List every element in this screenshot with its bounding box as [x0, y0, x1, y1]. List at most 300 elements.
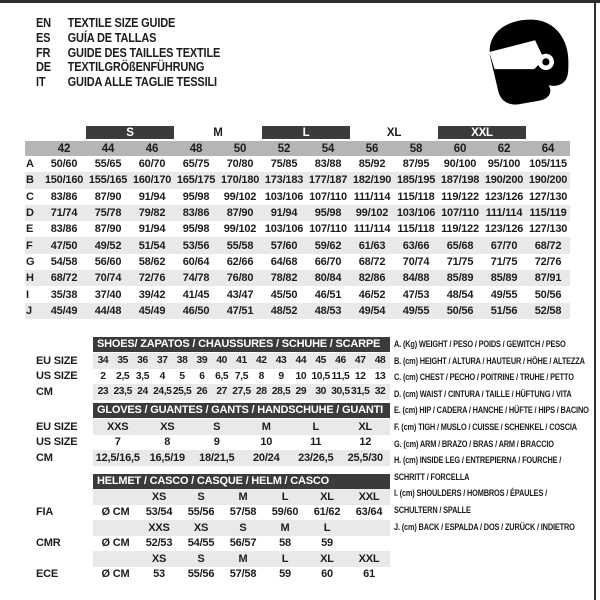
measurement-cell: 72/76 [130, 270, 174, 286]
legend-item-b: B. (cm) HEIGHT / ALTURA / HAUTEUR / HÖHE / ALTEZZA [394, 355, 585, 366]
measurement-cell: 39/42 [138, 288, 166, 301]
measurement-cell: 68/72 [358, 255, 386, 268]
value-cell: 9 [213, 436, 220, 449]
table-row [35, 435, 390, 451]
measurement-cell: 63/66 [394, 237, 438, 253]
value-cell: 29 [291, 384, 311, 400]
helmet-icon [482, 14, 572, 108]
value-cell: 3,5 [135, 370, 150, 382]
value-cell: 34 [93, 353, 113, 369]
measurement-cell: 187/198 [438, 172, 482, 188]
helmet-size-s: S [180, 489, 222, 505]
measurement-cell: 91/94 [262, 205, 306, 221]
language-code: EN [36, 16, 51, 30]
table-row [35, 384, 390, 400]
language-title-list [36, 16, 220, 90]
value-cell: 30 [311, 384, 331, 400]
gloves-size-table [35, 419, 390, 466]
language-row [36, 60, 220, 75]
row-label: CM [36, 385, 53, 398]
helmet-size-xxl: XXL [348, 489, 390, 505]
size-letter-l: L [262, 126, 350, 140]
measurement-cell: 65/75 [182, 158, 210, 171]
legend-item-j: J. (cm) BACK / ESPALDA / DOS / ZURÜCK / INDIETRO [394, 521, 575, 532]
measurement-cell: 44/48 [86, 303, 130, 319]
measurement-cell: 49/55 [490, 288, 518, 301]
measurement-cell: 71/75 [490, 255, 518, 268]
helmet-size-xl: XL [306, 489, 348, 505]
measurement-row-g [25, 254, 570, 270]
standard-label-cmr: CMR [36, 537, 61, 550]
value-cell: 48 [370, 353, 390, 369]
helmet-value-cell: 55/56 [187, 568, 215, 581]
table-row [35, 369, 390, 385]
measurement-row-b [25, 172, 570, 188]
measurement-cell: 50/56 [534, 288, 562, 301]
value-cell: 36 [133, 353, 153, 369]
value-cell: 9 [278, 370, 284, 382]
value-cell: 23 [93, 384, 113, 400]
measurement-cell: 55/58 [218, 237, 262, 253]
measurement-cell: 41/45 [182, 288, 210, 301]
numeric-size-42: 42 [42, 140, 86, 156]
row-label-a: A [26, 158, 34, 171]
size-letter-m: M [174, 126, 262, 140]
shoes-size-table [35, 353, 390, 400]
measurement-cell: 95/98 [306, 205, 350, 221]
guide-title-de: TEXTILGRÖßENFÜHRUNG [67, 60, 205, 75]
numeric-size-62: 62 [482, 140, 526, 156]
value-cell: 23,5 [113, 384, 133, 400]
measurement-cell: 62/66 [226, 255, 254, 268]
legend-item-d: D. (cm) WAIST / CINTURA / TAILLE / HÜFTUNG / VITA [394, 388, 572, 399]
measurement-cell: 83/86 [174, 205, 218, 221]
row-label-e: E [26, 223, 34, 236]
size-letter-s: S [86, 126, 174, 140]
row-label-i: I [26, 288, 29, 301]
measurement-cell: 51/56 [482, 303, 526, 319]
legend-item-g: G. (cm) ARM / BRAZO / BRAS / ARM / BRACCIO [394, 438, 554, 449]
measurement-cell: 107/110 [438, 205, 482, 221]
numeric-row-spacer [25, 140, 42, 156]
language-row [36, 16, 220, 31]
measurement-cell: 99/102 [350, 205, 394, 221]
measurement-cell: 87/91 [526, 270, 570, 286]
value-cell: 11 [310, 436, 322, 449]
top-border-rule [0, 0, 600, 3]
helmet-header-unit-spacer [93, 489, 138, 505]
value-cell: S [192, 419, 242, 435]
helmet-value-cell: 56/57 [229, 537, 257, 550]
value-cell: 42 [251, 353, 271, 369]
helmet-value-cell: 59 [321, 537, 333, 550]
measurement-cell: 75/85 [270, 158, 298, 171]
row-label-g: G [26, 255, 35, 268]
helmet-value-cell: 59 [279, 568, 291, 581]
helmet-size-s: S [222, 520, 264, 536]
diameter-unit-label: Ø CM [101, 568, 130, 581]
measurement-cell: 123/126 [484, 223, 524, 236]
measurement-cell: 99/102 [223, 223, 257, 236]
measurement-cell: 50/60 [50, 158, 78, 171]
helmet-standard-row-fia [35, 505, 390, 521]
helmet-size-l: L [264, 551, 306, 567]
value-cell: 41 [232, 353, 252, 369]
measurement-cell: 46/50 [174, 303, 218, 319]
value-cell: 28 [251, 384, 271, 400]
helmet-standard-row-ece [35, 567, 390, 583]
measurement-cell: 70/74 [86, 270, 130, 286]
helmet-size-l: L [264, 489, 306, 505]
value-cell: 16,5/19 [143, 450, 193, 466]
measurement-row-e [25, 221, 570, 237]
measurement-cell: 87/90 [94, 223, 122, 236]
value-cell: 12 [354, 370, 366, 382]
helmet-value-cell: 61 [363, 568, 375, 581]
language-code: DE [36, 60, 51, 75]
row-label-h: H [25, 270, 42, 286]
numeric-size-58: 58 [394, 140, 438, 156]
helmet-value-cell: 54/55 [187, 537, 215, 550]
standard-label-fia: FIA [36, 506, 54, 519]
helmet-size-m: M [264, 520, 306, 536]
measurement-legend [394, 336, 591, 535]
helmet-size-table [35, 489, 390, 582]
measurement-cell: 95/100 [487, 158, 521, 171]
measurement-cell: 115/118 [397, 190, 435, 203]
helmet-value-cell [348, 536, 390, 552]
language-code: IT [36, 75, 46, 90]
shoes-section-title: SHOES/ ZAPATOS / CHAUSSURES / SCHUHE / SCARPE [93, 337, 390, 352]
measurement-cell: 45/50 [270, 288, 298, 301]
helmet-value-cell: 60 [321, 568, 333, 581]
numeric-size-50: 50 [218, 140, 262, 156]
value-cell: 38 [172, 353, 192, 369]
numeric-size-60: 60 [438, 140, 482, 156]
value-cell: 4 [159, 370, 165, 382]
helmet-value-cell: 52/53 [145, 537, 173, 550]
value-cell: 6 [199, 370, 205, 382]
value-cell: 12 [359, 436, 372, 449]
value-cell: 11,5 [331, 370, 350, 382]
measurement-cell: 83/88 [314, 158, 342, 171]
measurement-cell: 83/86 [50, 223, 78, 236]
row-label-c: C [26, 190, 34, 203]
measurement-cell: 190/200 [482, 172, 526, 188]
helmet-value-cell: 59/60 [271, 506, 299, 519]
value-cell: 10,5 [311, 370, 330, 382]
measurement-cell: 68/72 [42, 270, 86, 286]
value-cell: 18/21,5 [192, 450, 242, 466]
measurement-cell: 105/115 [529, 158, 567, 171]
size-letter-xl: XL [350, 126, 438, 140]
measurement-cell: 85/89 [482, 270, 526, 286]
row-label: CM [36, 451, 53, 464]
row-label-j: J [25, 303, 42, 319]
measurement-cell: 107/110 [309, 223, 347, 236]
legend-item-e: E. (cm) HIP / CADERA / HANCHE / HÜFTE / HIPS / BACINO [394, 405, 589, 416]
value-cell: 20/24 [242, 450, 292, 466]
measurement-cell: 185/195 [394, 172, 438, 188]
measurement-cell: 55/65 [94, 158, 122, 171]
measurement-cell: 87/95 [402, 158, 430, 171]
language-row [36, 75, 220, 90]
value-cell: 5 [179, 370, 185, 382]
value-cell: 27 [212, 384, 232, 400]
measurement-cell: 107/110 [309, 190, 347, 203]
measurement-cell: 45/49 [130, 303, 174, 319]
measurement-cell: 49/55 [394, 303, 438, 319]
measurement-cell: 48/53 [306, 303, 350, 319]
measurement-cell: 49/52 [86, 237, 130, 253]
measurement-cell: 37/40 [94, 288, 122, 301]
helmet-size-xl: XL [306, 551, 348, 567]
measurement-row-h [25, 270, 570, 286]
measurement-cell: 60/70 [138, 158, 166, 171]
measurement-cell: 170/180 [218, 172, 262, 188]
value-cell: XXS [93, 419, 143, 435]
gloves-section-title: GLOVES / GUANTES / GANTS / HANDSCHUHE / GUANTI [93, 403, 390, 418]
helmet-size-header-row [35, 520, 390, 536]
measurement-cell: 80/84 [306, 270, 350, 286]
guide-title-fr: GUIDE DES TAILLES TEXTILE [67, 45, 221, 60]
numeric-size-44: 44 [86, 140, 130, 156]
measurement-cell: 75/78 [86, 205, 130, 221]
value-cell: 31,5 [350, 384, 370, 400]
measurement-cell: 182/190 [350, 172, 394, 188]
value-cell: 47 [350, 353, 370, 369]
measurement-cell: 47/51 [218, 303, 262, 319]
measurement-cell: 111/114 [353, 223, 391, 236]
numeric-size-46: 46 [130, 140, 174, 156]
measurement-cell: 59/62 [306, 237, 350, 253]
helmet-header-spacer [35, 489, 93, 505]
value-cell: 10 [295, 370, 307, 382]
measurement-cell: 111/114 [482, 205, 526, 221]
measurement-cell: 47/50 [42, 237, 86, 253]
measurement-cell: 78/82 [262, 270, 306, 286]
measurement-row-a [25, 156, 570, 172]
measurement-row-d [25, 205, 570, 221]
row-label: US SIZE [36, 436, 78, 449]
guide-title-it: GUIDA ALLE TAGLIE TESSILI [67, 75, 217, 90]
measurement-cell: 165/175 [174, 172, 218, 188]
numeric-size-56: 56 [350, 140, 394, 156]
measurement-row-c [25, 189, 570, 205]
right-border-rule [594, 0, 596, 600]
measurement-cell: 190/200 [526, 172, 570, 188]
measurement-cell: 54/58 [50, 255, 78, 268]
measurement-cell: 85/92 [358, 158, 386, 171]
helmet-value-cell: 63/64 [355, 506, 383, 519]
measurement-cell: 115/119 [526, 205, 570, 221]
value-cell: 6,5 [215, 370, 229, 382]
legend-item-c: C. (cm) CHEST / PECHO / POITRINE / TRUHE / PETTO [394, 372, 574, 383]
measurement-cell: 46/51 [314, 288, 342, 301]
value-cell: 30,5 [331, 384, 351, 400]
helmet-value-cell: 53/54 [145, 506, 173, 519]
measurement-cell: 173/183 [262, 172, 306, 188]
measurement-cell: 177/187 [306, 172, 350, 188]
value-cell: 2,5 [116, 370, 130, 382]
helmet-size-l: L [306, 520, 348, 536]
legend-item-i: I. (cm) SHOULDERS / HOMBROS / ÉPAULES / SCHULTERN / SPALLE [394, 488, 547, 515]
measurement-cell: 160/170 [130, 172, 174, 188]
measurement-cell: 111/114 [353, 190, 391, 203]
measurement-cell: 71/74 [42, 205, 86, 221]
value-cell: 26 [192, 384, 212, 400]
measurement-cell: 87/90 [94, 190, 122, 203]
measurement-cell: 66/70 [314, 255, 342, 268]
row-label-b: B [25, 172, 42, 188]
measurement-cell: 95/98 [182, 223, 210, 236]
helmet-header-spacer [35, 551, 93, 567]
helmet-value-cell: 57/58 [229, 506, 257, 519]
measurement-cell: 127/130 [528, 223, 568, 236]
measurement-cell: 155/165 [86, 172, 130, 188]
diameter-unit-label: Ø CM [101, 506, 130, 519]
value-cell: 45 [311, 353, 331, 369]
value-cell: 24 [133, 384, 153, 400]
measurement-row-j [25, 303, 570, 319]
value-cell: 40 [212, 353, 232, 369]
value-cell: 7 [114, 436, 121, 449]
helmet-value-cell: 61/62 [313, 506, 341, 519]
measurement-cell: 64/68 [270, 255, 298, 268]
value-cell: 8 [164, 436, 171, 449]
measurement-cell: 61/63 [350, 237, 394, 253]
value-cell: 23/26,5 [291, 450, 341, 466]
numeric-size-48: 48 [174, 140, 218, 156]
legend-item-a: A. (Kg) WEIGHT / PESO / POIDS / GEWITCH / PESO [394, 339, 566, 349]
measurement-cell: 60/64 [182, 255, 210, 268]
measurement-cell: 56/60 [94, 255, 122, 268]
table-row [35, 353, 390, 369]
measurement-cell: 53/56 [174, 237, 218, 253]
helmet-header-spacer [35, 520, 93, 536]
helmet-value-cell: 57/58 [229, 568, 257, 581]
size-letter-empty [42, 126, 86, 140]
letter-row-spacer [25, 126, 42, 140]
helmet-size-s: S [180, 551, 222, 567]
measurement-cell: 127/130 [528, 190, 568, 203]
value-cell: L [291, 419, 341, 435]
standard-label-ece: ECE [36, 568, 59, 581]
helmet-value-cell: 58 [279, 537, 291, 550]
helmet-header-unit-spacer [93, 551, 138, 567]
helmet-size-xs: XS [180, 520, 222, 536]
value-cell: 35 [113, 353, 133, 369]
row-label: US SIZE [36, 370, 78, 383]
measurement-cell: 70/80 [226, 158, 254, 171]
measurement-cell: 70/74 [402, 255, 430, 268]
measurement-cell: 85/89 [438, 270, 482, 286]
measurement-cell: 35/38 [50, 288, 78, 301]
measurement-cell: 71/75 [446, 255, 474, 268]
measurement-cell: 57/60 [262, 237, 306, 253]
measurement-cell: 91/94 [138, 223, 166, 236]
value-cell: 43 [271, 353, 291, 369]
measurement-cell: 50/56 [438, 303, 482, 319]
helmet-section-title: HELMET / CASCO / CASQUE / HELM / CASCO [93, 474, 390, 489]
helmet-size-m: M [222, 489, 264, 505]
measurement-cell: 43/47 [226, 288, 254, 301]
value-cell: M [242, 419, 292, 435]
legend-item-h: H. (cm) INSIDE LEG / ENTREPIERNA / FOURCHE / SCHRITT / FORCELLA [394, 455, 562, 482]
measurement-cell: 68/72 [526, 237, 570, 253]
helmet-value-cell: 53 [153, 568, 165, 581]
numeric-size-64: 64 [526, 140, 570, 156]
measurement-cell: 123/126 [484, 190, 524, 203]
value-cell: XS [143, 419, 193, 435]
measurement-row-f [25, 237, 570, 253]
value-cell: 46 [331, 353, 351, 369]
helmet-standard-row-cmr [35, 536, 390, 552]
measurement-cell: 79/82 [130, 205, 174, 221]
measurement-row-i [25, 286, 570, 302]
numeric-size-54: 54 [306, 140, 350, 156]
value-cell: 7,5 [234, 370, 249, 382]
measurement-cell: 51/54 [130, 237, 174, 253]
value-cell: 32 [370, 384, 390, 400]
helmet-size-xs: XS [138, 551, 180, 567]
value-cell: 28,5 [271, 384, 291, 400]
measurement-cell: 52/58 [526, 303, 570, 319]
value-cell: 27,5 [232, 384, 252, 400]
legend-item-f: F. (cm) TIGH / MUSLO / CUISSE / SCHENKEL / COSCIA [394, 421, 577, 432]
value-cell: 25,5/30 [341, 450, 391, 466]
measurement-cell: 90/100 [443, 158, 477, 171]
language-row [36, 46, 220, 61]
measurement-cell: 65/68 [438, 237, 482, 253]
measurement-cell: 95/98 [182, 190, 210, 203]
helmet-size-header-row [35, 489, 390, 505]
measurement-cell: 74/78 [174, 270, 218, 286]
language-row [36, 31, 220, 46]
helmet-size-xxl: XXL [348, 551, 390, 567]
language-code: FR [36, 45, 51, 60]
value-cell: 25,5 [172, 384, 192, 400]
measurement-cell: 76/80 [218, 270, 262, 286]
value-cell: 37 [152, 353, 172, 369]
measurement-cell: 46/52 [358, 288, 386, 301]
helmet-header-unit-spacer [93, 520, 138, 536]
measurement-cell: 84/88 [394, 270, 438, 286]
measurement-cell: 48/54 [446, 288, 474, 301]
size-letter-empty [526, 126, 570, 140]
value-cell: 10 [260, 436, 273, 449]
measurement-cell: 119/122 [441, 223, 479, 236]
measurement-cell: 119/122 [441, 190, 479, 203]
measurement-cell: 99/102 [223, 190, 257, 203]
diameter-unit-label: Ø CM [101, 537, 130, 550]
value-cell: 2 [100, 370, 106, 382]
measurement-cell: 115/118 [397, 223, 435, 236]
measurement-cell: 67/70 [482, 237, 526, 253]
measurement-cell: 83/86 [50, 190, 78, 203]
value-cell: 39 [192, 353, 212, 369]
measurement-cell: 48/52 [262, 303, 306, 319]
helmet-size-header-row [35, 551, 390, 567]
value-cell: 12,5/16,5 [93, 450, 143, 466]
row-label-d: D [25, 205, 42, 221]
value-cell: 8 [258, 370, 264, 382]
measurement-cell: 103/106 [264, 190, 304, 203]
guide-title-es: GUÍA DE TALLAS [67, 30, 157, 45]
helmet-size-m: M [222, 551, 264, 567]
measurement-cell: 58/62 [138, 255, 166, 268]
guide-title-en: TEXTILE SIZE GUIDE [67, 16, 176, 30]
